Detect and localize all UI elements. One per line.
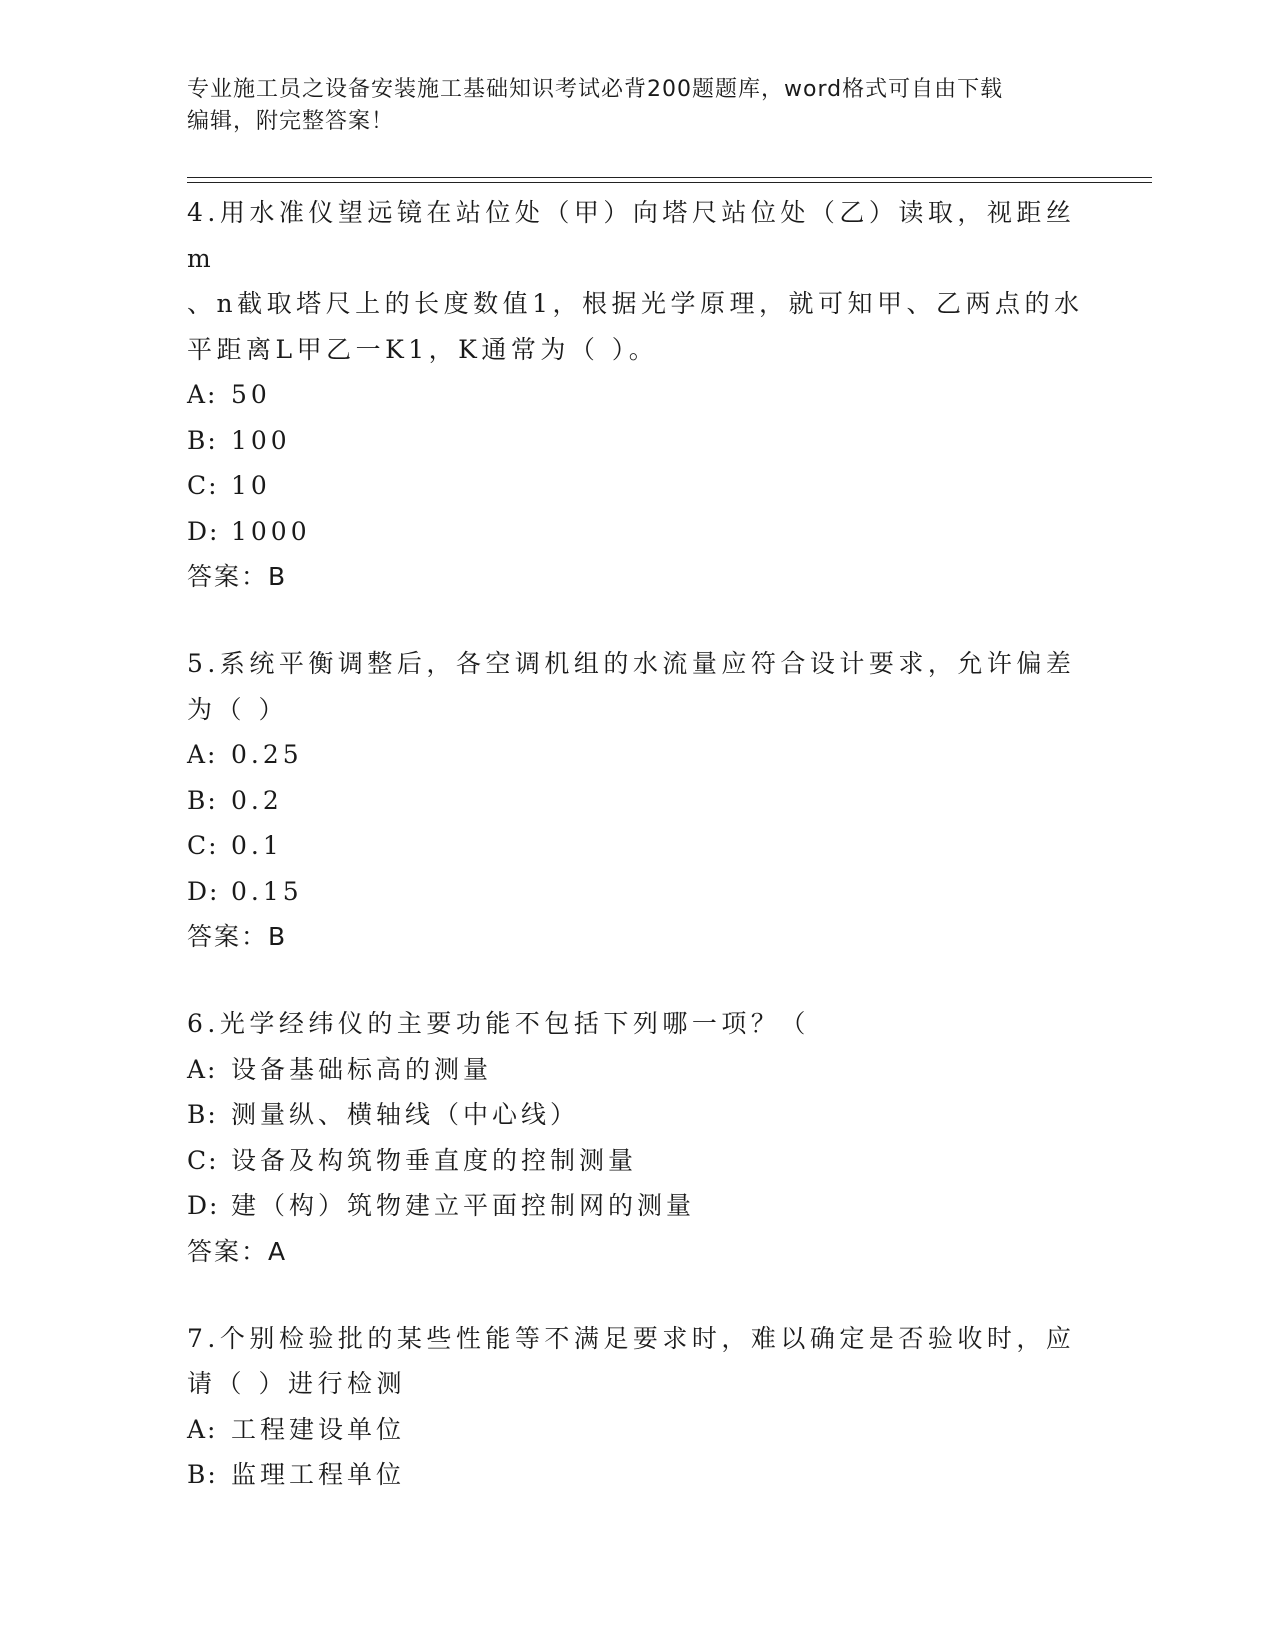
header-title-line-1: 专业施工员之设备安装施工基础知识考试必背200题题库，word格式可自由下载 xyxy=(187,77,1004,102)
answer-line: 答案：A xyxy=(187,1236,288,1266)
option-key: B: xyxy=(187,425,218,455)
option-text: 建（构）筑物建立平面控制网的测量 xyxy=(231,1191,696,1220)
option-b xyxy=(187,418,1087,464)
answer-line: 答案：B xyxy=(187,922,288,951)
option-key: A: xyxy=(187,1054,218,1084)
option-text: 设备基础标高的测量 xyxy=(231,1054,493,1084)
stem-line: 6.光学经纬仪的主要功能不包括下列哪一项？（ xyxy=(187,1009,810,1038)
option-c xyxy=(187,823,1087,869)
option-text: 50 xyxy=(231,380,271,409)
option-key: A: xyxy=(187,380,218,409)
question-4 xyxy=(187,190,1087,599)
option-b xyxy=(187,1092,1087,1138)
option-key: D: xyxy=(187,516,220,546)
option-text: 0.25 xyxy=(231,740,303,769)
option-d xyxy=(187,509,1087,555)
option-key: B: xyxy=(187,1100,218,1129)
option-d xyxy=(187,1183,1087,1229)
option-d xyxy=(187,869,1087,915)
header-title-line-2: 编辑，附完整答案！ xyxy=(187,109,395,134)
option-a xyxy=(187,372,1087,418)
option-key: D: xyxy=(187,1191,220,1220)
question-5 xyxy=(187,641,1087,959)
question-stem xyxy=(187,1001,1087,1047)
option-a xyxy=(187,1407,1087,1453)
question-list xyxy=(187,190,1087,1540)
header-divider-bottom xyxy=(187,182,1152,183)
option-key: A: xyxy=(187,1414,218,1444)
option-text: 工程建设单位 xyxy=(231,1414,406,1444)
option-text: 设备及构筑物垂直度的控制测量 xyxy=(231,1145,638,1175)
option-text: 1000 xyxy=(231,516,311,546)
option-c xyxy=(187,1138,1087,1184)
option-key: B: xyxy=(187,785,218,815)
stem-line: 4.用水准仪望远镜在站位处（甲）向塔尺站位处（乙）读取，视距丝m xyxy=(187,198,1076,273)
answer-line: 答案：B xyxy=(187,562,288,591)
question-6 xyxy=(187,1001,1087,1274)
stem-line: 、n截取塔尺上的长度数值1，根据光学原理，就可知甲、乙两点的水 xyxy=(187,289,1084,318)
option-text: 100 xyxy=(231,425,291,455)
option-key: D: xyxy=(187,876,220,906)
option-b xyxy=(187,1452,1087,1498)
option-c xyxy=(187,463,1087,509)
document-header xyxy=(187,74,1087,138)
option-key: A: xyxy=(187,740,218,769)
option-text: 监理工程单位 xyxy=(231,1460,406,1489)
question-7 xyxy=(187,1316,1087,1498)
option-text: 0.1 xyxy=(231,831,283,860)
stem-line: 平距离L甲乙一K1，K通常为（ ）。 xyxy=(187,334,659,364)
option-b xyxy=(187,778,1087,824)
stem-line: 5.系统平衡调整后，各空调机组的水流量应符合设计要求，允许偏差 xyxy=(187,649,1076,678)
option-key: B: xyxy=(187,1460,218,1489)
option-text: 0.15 xyxy=(231,876,303,906)
option-key: C: xyxy=(187,471,219,500)
option-text: 测量纵、横轴线（中心线） xyxy=(231,1100,580,1129)
question-stem xyxy=(187,1316,1087,1407)
header-divider-top xyxy=(187,177,1152,178)
stem-line: 为（ ） xyxy=(187,694,288,724)
question-stem xyxy=(187,641,1087,732)
option-key: C: xyxy=(187,831,219,860)
stem-line: 请（ ）进行检测 xyxy=(187,1369,406,1398)
question-stem xyxy=(187,190,1087,372)
stem-line: 7.个别检验批的某些性能等不满足要求时，难以确定是否验收时，应 xyxy=(187,1323,1076,1353)
option-a xyxy=(187,732,1087,778)
option-key: C: xyxy=(187,1145,219,1175)
option-text: 10 xyxy=(231,471,271,500)
option-text: 0.2 xyxy=(231,785,283,815)
option-a xyxy=(187,1047,1087,1093)
